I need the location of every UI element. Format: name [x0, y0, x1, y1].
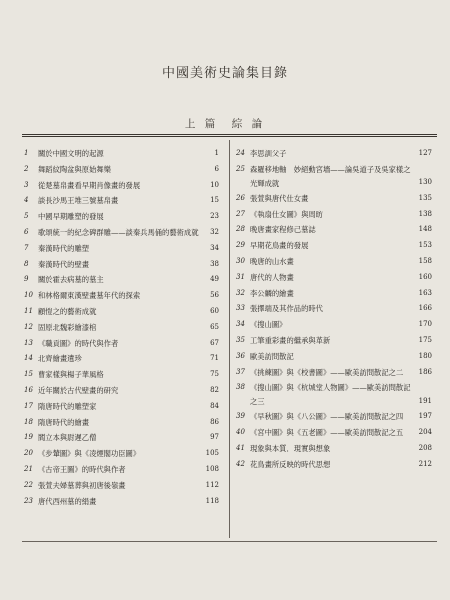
entry-title: 張萱與唐代仕女畫 [250, 193, 309, 203]
entry-number: 21 [24, 464, 33, 473]
entry-number: 17 [24, 401, 33, 410]
entry-page-number: 75 [210, 370, 219, 379]
entry-number: 40 [236, 428, 245, 437]
entry-title: 張萱夫婦墓葬與初唐後嶺畫 [38, 480, 126, 490]
entry-page-number: 158 [418, 256, 432, 265]
toc-entry [24, 478, 219, 494]
entry-number: 19 [24, 433, 33, 442]
entry-page-number: 175 [418, 335, 432, 344]
entry-title: 舞蹈紋陶盆與原始舞樂 [38, 164, 111, 174]
toc-entry [24, 446, 219, 462]
toc-entry [24, 494, 219, 510]
toc-entry [24, 209, 219, 225]
entry-page-number: 163 [418, 288, 432, 297]
toc-entry [236, 380, 432, 409]
entry-number: 29 [236, 241, 245, 250]
footer-rule [22, 541, 437, 542]
entry-page-number: 135 [418, 193, 432, 202]
entry-number: 16 [24, 385, 33, 394]
toc-entry [24, 288, 219, 304]
entry-page-number: 118 [205, 496, 219, 505]
toc-entry [24, 272, 219, 288]
entry-page-number: 60 [210, 306, 219, 315]
toc-entry [24, 367, 219, 383]
entry-page-number: 212 [418, 459, 432, 468]
entry-number: 38 [236, 383, 245, 392]
entry-number: 13 [24, 338, 33, 347]
entry-title: 固原北魏彩繪漆棺 [38, 322, 97, 332]
entry-number: 20 [24, 449, 33, 458]
entry-title: 和林格爾東漢壁畫墓年代的探索 [38, 291, 141, 301]
toc-entry [24, 462, 219, 478]
entry-number: 10 [24, 291, 33, 300]
toc-entry [236, 457, 432, 473]
entry-number: 28 [236, 225, 245, 234]
entry-number: 39 [236, 412, 245, 421]
toc-entry [24, 225, 219, 241]
toc-entry [24, 383, 219, 399]
section-title: 上 篇 綜 論 [184, 118, 266, 130]
entry-title: 森羅移地軸 妙絕動宮墻——論吳道子及吳家樣之光輝成就 [250, 164, 411, 188]
entry-number: 12 [24, 322, 33, 331]
entry-title: 工筆重彩畫的繼承與革新 [250, 335, 331, 345]
entry-number: 31 [236, 272, 245, 281]
entry-number: 27 [236, 209, 245, 218]
entry-number: 11 [24, 306, 33, 315]
column-divider [229, 140, 230, 538]
entry-number: 24 [236, 149, 245, 157]
entry-title: 現象與本質．現實與想象 [250, 443, 331, 453]
toc-entry [24, 304, 219, 320]
toc-entry [24, 193, 219, 209]
entry-page-number: 197 [418, 412, 432, 421]
entry-page-number: 208 [418, 443, 432, 452]
entry-number: 37 [236, 367, 245, 376]
entry-page-number: 65 [210, 322, 219, 331]
toc-entry [236, 238, 432, 254]
entry-title: 《挑練圖》與《校書圖》——歐美訪問散記之二 [250, 367, 404, 377]
entry-title: 秦漢時代的壁畫 [38, 259, 90, 269]
entry-number: 23 [24, 496, 33, 505]
toc-entry [236, 441, 432, 457]
entry-page-number: 49 [210, 275, 219, 284]
toc-entry [24, 430, 219, 446]
entry-page-number: 84 [210, 401, 219, 410]
entry-title: 談長沙馬王堆三號墓帛畫 [38, 196, 119, 206]
entry-title: 《早秋圖》與《八公圖》——歐美訪問散記之四 [250, 412, 404, 422]
toc-entry [236, 409, 432, 425]
entry-page-number: 138 [418, 209, 432, 218]
entry-number: 34 [236, 320, 245, 329]
toc-entry [236, 425, 432, 441]
entry-title: 近年關於古代壁畫的研究 [38, 385, 119, 395]
entry-number: 7 [24, 243, 29, 252]
entry-title: 《執扇仕女圖》與周昉 [250, 209, 323, 219]
entry-title: 李思訓父子 [250, 149, 287, 158]
entry-title: 《搜山圖》與《杭城堂人物圖》——歐美訪問散記之三 [250, 383, 411, 407]
toc-entry [236, 317, 432, 333]
entry-number: 4 [24, 196, 29, 205]
toc-entry [24, 241, 219, 257]
toc-entry [236, 286, 432, 302]
entry-page-number: 71 [210, 354, 219, 363]
toc-right-column [236, 146, 432, 473]
entry-number: 42 [236, 459, 245, 468]
entry-title: 張擇端及其作品的時代 [250, 304, 323, 314]
entry-page-number: 86 [210, 417, 219, 426]
entry-number: 26 [236, 193, 245, 202]
toc-entry [236, 222, 432, 238]
header-rule-double [22, 136, 437, 137]
entry-page-number: 1 [214, 149, 219, 157]
entry-page-number: 186 [418, 367, 432, 376]
entry-page-number: 160 [418, 272, 432, 281]
entry-number: 32 [236, 288, 245, 297]
toc-entry [236, 254, 432, 270]
entry-title: 歐美訪問散記 [250, 351, 294, 361]
entry-page-number: 180 [418, 351, 432, 360]
entry-page-number: 166 [418, 304, 432, 313]
entry-number: 18 [24, 417, 33, 426]
entry-number: 36 [236, 351, 245, 360]
entry-title: 《古帝王圖》的時代與作者 [38, 464, 126, 474]
entry-page-number: 97 [210, 433, 219, 442]
entry-title: 唐代的人物畫 [250, 272, 294, 282]
entry-page-number: 23 [210, 212, 219, 221]
entry-page-number: 153 [418, 241, 432, 250]
entry-page-number: 82 [210, 385, 219, 394]
entry-number: 22 [24, 480, 33, 489]
entry-page-number: 10 [210, 180, 219, 189]
entry-page-number: 148 [418, 225, 432, 234]
toc-entry [236, 365, 432, 381]
entry-number: 14 [24, 354, 33, 363]
toc-entry [236, 301, 432, 317]
entry-title: 閻立本與尉遲乙僧 [38, 433, 97, 443]
entry-number: 3 [24, 180, 29, 189]
toc-entry [24, 320, 219, 336]
toc-entry [24, 257, 219, 273]
entry-title: 中國早期雕塑的發展 [38, 212, 104, 222]
entry-title: 晚唐畫家程修己墓誌 [250, 225, 316, 235]
entry-title: 曹家樣與楊子華風格 [38, 370, 104, 380]
entry-number: 8 [24, 259, 29, 268]
entry-page-number: 112 [205, 480, 219, 489]
entry-title: 歌頌統一的紀念碑群雕——談秦兵馬俑的藝術成就 [38, 227, 199, 237]
entry-page-number: 67 [210, 338, 219, 347]
entry-number: 41 [236, 443, 245, 452]
entry-page-number: 56 [210, 291, 219, 300]
entry-title: 李公麟的繪畫 [250, 288, 294, 298]
toc-entry [236, 191, 432, 207]
entry-page-number: 38 [210, 259, 219, 268]
entry-title: 北齊繪畫遺珍 [38, 354, 82, 364]
entry-title: 花鳥畫所反映的時代思想 [250, 459, 331, 469]
entry-page-number: 105 [205, 449, 219, 458]
entry-number: 6 [24, 227, 29, 236]
header-rule [22, 134, 437, 135]
book-title: 中國美術史論集目錄 [161, 66, 288, 81]
entry-page-number: 191 [418, 396, 432, 405]
toc-entry [24, 415, 219, 431]
entry-number: 9 [24, 275, 29, 284]
entry-title: 唐代西州墓的絹畫 [38, 496, 97, 506]
entry-number: 25 [236, 164, 245, 173]
toc-entry [24, 336, 219, 352]
entry-title: 隋唐時代的雕塑家 [38, 401, 97, 411]
toc-entry [236, 333, 432, 349]
toc-entry [236, 146, 432, 162]
entry-number: 33 [236, 304, 245, 313]
toc-entry [24, 178, 219, 194]
toc-entry [24, 399, 219, 415]
entry-title: 《搜山圖》 [250, 320, 287, 330]
toc-entry [24, 146, 219, 162]
entry-number: 15 [24, 370, 33, 379]
toc-entry [236, 270, 432, 286]
entry-page-number: 127 [418, 149, 432, 157]
entry-title: 關於中國文明的起源 [38, 149, 104, 158]
toc-entry [236, 349, 432, 365]
entry-number: 35 [236, 335, 245, 344]
toc-entry [24, 162, 219, 178]
entry-number: 30 [236, 256, 245, 265]
entry-title: 秦漢時代的雕塑 [38, 243, 90, 253]
entry-page-number: 170 [418, 320, 432, 329]
entry-number: 1 [24, 149, 29, 157]
toc-left-column [24, 146, 219, 509]
entry-title: 《職貢圖》的時代與作者 [38, 338, 119, 348]
toc-entry [236, 207, 432, 223]
entry-title: 《步輦圖》與《凌煙閣功臣圖》 [38, 449, 141, 459]
entry-number: 2 [24, 164, 29, 173]
entry-page-number: 204 [418, 428, 432, 437]
entry-page-number: 6 [214, 164, 219, 173]
toc-entry [236, 162, 432, 191]
entry-page-number: 15 [210, 196, 219, 205]
entry-page-number: 130 [418, 178, 432, 186]
entry-number: 5 [24, 212, 29, 221]
entry-title: 晚唐的山水畫 [250, 256, 294, 266]
entry-page-number: 32 [210, 227, 219, 236]
entry-title: 隋唐時代的繪畫 [38, 417, 90, 427]
entry-title: 從楚墓帛畫看早期肖像畫的發展 [38, 180, 141, 190]
toc-entry [24, 351, 219, 367]
entry-page-number: 34 [210, 243, 219, 252]
entry-title: 顧愷之的藝術成就 [38, 306, 97, 316]
entry-title: 早期花鳥畫的發展 [250, 241, 309, 251]
entry-title: 關於霍去病墓的墓主 [38, 275, 104, 285]
entry-page-number: 108 [205, 464, 219, 473]
entry-title: 《宮中圖》與《五老圖》——歐美訪問散記之五 [250, 428, 404, 438]
